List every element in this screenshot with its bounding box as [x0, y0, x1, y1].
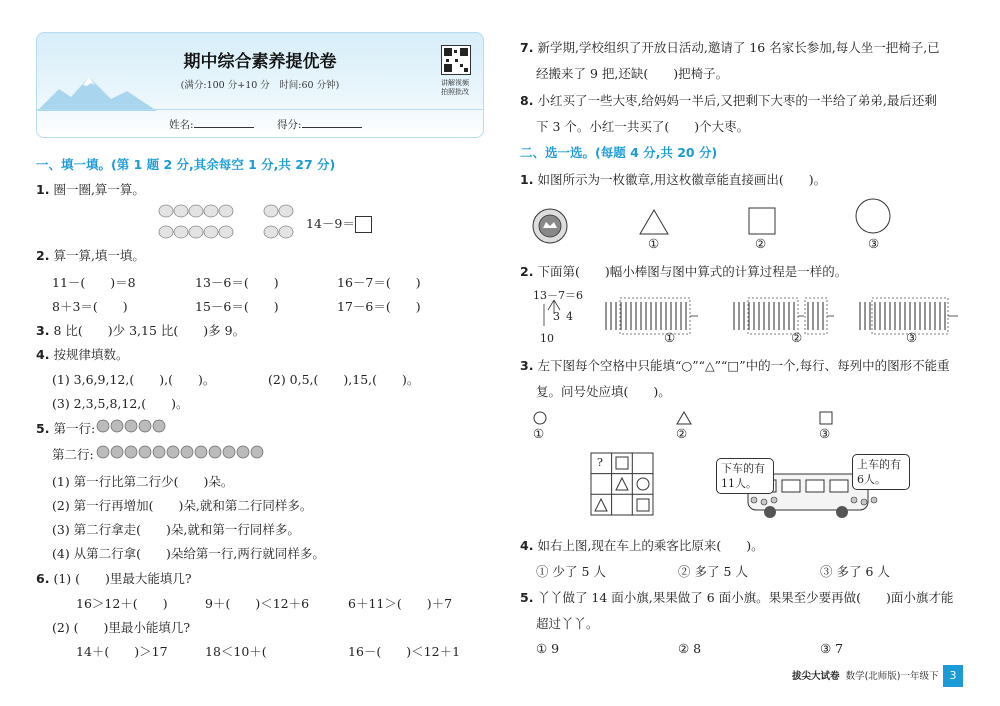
s2q5-opt-2[interactable]: ② 8	[678, 641, 702, 656]
s2-question-5	[520, 588, 953, 606]
q7-line-1: 新学期,学校组织了开放日活动,邀请了 16 名家长参加,每人坐一把椅子,已	[537, 40, 940, 55]
q6-number: 6.	[36, 571, 50, 586]
s2q1-opt-1[interactable]: ①	[648, 236, 660, 251]
q3-number: 3.	[36, 323, 50, 338]
split-diagram-lines	[540, 300, 580, 328]
s2q3-line-2: 复。问号处应填( )。	[536, 384, 671, 399]
qr-caption-1: 讲解视频	[441, 79, 469, 87]
q2-row2-c: 17－6＝( )	[337, 299, 421, 314]
s2-question-3	[520, 356, 950, 374]
q3-text: 8 比( )少 3,15 比( )多 9。	[53, 323, 246, 338]
q6-b-3: 16－( )＜12＋1	[348, 644, 461, 659]
flowers-row-1	[96, 418, 176, 434]
q8-number: 8.	[520, 93, 534, 108]
page-number: 3	[943, 665, 963, 687]
footer-brand: 拔尖大试卷	[792, 671, 840, 682]
s2q1-number: 1.	[520, 172, 534, 187]
section-2-heading: 二、选一选。(每题 4 分,共 20 分)	[520, 145, 718, 160]
s2q2-text: 下面第( )幅小棒图与图中算式的计算过程是一样的。	[537, 264, 848, 279]
q6-part-1: (1) ( )里最大能填几?	[53, 571, 192, 586]
s2q3-line-1: 左下图每个空格中只能填“○”“△”“□”中的一个,每行、每列中的图形不能重	[537, 358, 950, 373]
split-b: 4	[566, 310, 573, 323]
q4-part-1: (1) 3,6,9,12,( ),( )。	[52, 372, 216, 387]
q8-line-1: 小红买了一些大枣,给妈妈一半后,又把剩下大枣的一半给了弟弟,最后还剩	[537, 93, 937, 108]
name-blank[interactable]	[194, 117, 254, 128]
section-1-heading: 一、填一填。(第 1 题 2 分,其余每空 1 分,共 27 分)	[36, 157, 336, 172]
q7-line-2: 经搬来了 9 把,还缺( )把椅子。	[536, 66, 729, 81]
s2q3-option-shapes	[533, 410, 843, 426]
s2q4-opt-3[interactable]: ③ 多了 6 人	[820, 564, 890, 579]
s2q1-opt-3[interactable]: ③	[868, 236, 880, 251]
s2q2-opt-1[interactable]: ①	[664, 330, 676, 345]
s2-question-1	[520, 170, 826, 188]
s2q4-opt-1[interactable]: ① 少了 5 人	[536, 564, 606, 579]
q8-line-2: 下 3 个。小红一共买了( )个大枣。	[536, 119, 750, 134]
s2q2-number: 2.	[520, 264, 534, 279]
q2-row1-b: 13－6＝( )	[195, 275, 279, 290]
s2-question-2	[520, 262, 847, 280]
score-label: 得分:	[277, 119, 302, 131]
s2q3-opt-2[interactable]: ②	[676, 426, 688, 441]
s2q3-number: 3.	[520, 358, 534, 373]
page-footer	[792, 668, 938, 682]
score-field[interactable]	[277, 117, 362, 132]
q4-text: 按规律填数。	[53, 347, 129, 362]
question-3	[36, 321, 245, 339]
q5-part-1: (1) 第一行比第二行少( )朵。	[52, 474, 234, 489]
exam-header-card	[36, 32, 484, 138]
s2q5-opt-3[interactable]: ③ 7	[820, 641, 844, 656]
footer-subject: 数学(北师版)一年级下	[845, 671, 939, 682]
q4-number: 4.	[36, 347, 50, 362]
name-field[interactable]	[169, 117, 254, 132]
s2q1-opt-2[interactable]: ②	[755, 236, 767, 251]
s2q4-number: 4.	[520, 538, 534, 553]
q5-row1-label: 第一行:	[53, 421, 96, 436]
q6-b-2: 18＜10＋(	[205, 644, 292, 659]
question-7	[520, 38, 940, 56]
s2q3-opt-1[interactable]: ①	[533, 426, 545, 441]
q5-part-3: (3) 第二行拿走( )朵,就和第一行同样多。	[52, 522, 300, 537]
badge-and-shapes	[532, 196, 902, 252]
s2q4-text: 如右上图,现在车上的乘客比原来( )。	[537, 538, 764, 553]
bubble-left-line-2: 11人。	[721, 477, 757, 490]
q6-a-2: 9＋( )＜12＋6	[205, 596, 310, 611]
question-6	[36, 569, 192, 587]
split-a: 3	[553, 310, 560, 323]
bubble-right-text	[857, 457, 901, 487]
question-mark: ?	[597, 456, 603, 469]
s2q5-number: 5.	[520, 590, 534, 605]
bubble-left-line-1: 下车的有	[721, 462, 765, 475]
question-4	[36, 345, 128, 363]
bubble-right-line-2: 6人。	[857, 473, 886, 486]
question-5-row1	[36, 419, 95, 437]
flowers-row-2	[96, 444, 266, 460]
question-8	[520, 91, 937, 109]
answer-box[interactable]	[355, 216, 372, 233]
qr-code-icon[interactable]	[441, 45, 471, 75]
q2-row1-a: 11－( )＝8	[52, 275, 136, 290]
question-1	[36, 180, 145, 198]
s2q2-opt-3[interactable]: ③	[906, 330, 918, 345]
bubble-left-text	[721, 461, 765, 491]
s2q5-line-1: 丫丫做了 14 面小旗,果果做了 6 面小旗。果果至少要再做( )面小旗才能	[537, 590, 954, 605]
q1-expr-text: 14－9＝	[306, 216, 355, 231]
q1-number: 1.	[36, 182, 50, 197]
s2q2-equation: 13－7＝6	[533, 289, 583, 302]
q6-a-1: 16＞12＋( )	[76, 596, 168, 611]
q1-expression	[306, 214, 372, 233]
q2-row1-c: 16－7＝( )	[337, 275, 421, 290]
q2-row2-b: 15－6＝( )	[195, 299, 279, 314]
split-c: 10	[540, 332, 554, 345]
qr-caption-2: 拍照批改	[441, 88, 469, 96]
score-blank[interactable]	[302, 117, 362, 128]
s2q4-opt-2[interactable]: ② 多了 5 人	[678, 564, 748, 579]
q2-row2-a: 8＋3＝( )	[52, 299, 128, 314]
q4-part-3: (3) 2,3,5,8,12,( )。	[52, 396, 189, 411]
s2q2-opt-2[interactable]: ②	[791, 330, 803, 345]
q5-number: 5.	[36, 421, 50, 436]
q4-part-2: (2) 0,5,( ),15,( )。	[268, 372, 420, 387]
header-divider	[37, 109, 483, 110]
qr-caption	[435, 79, 475, 97]
question-2	[36, 246, 145, 264]
s2q5-opt-1[interactable]: ① 9	[536, 641, 560, 656]
s2-question-4	[520, 536, 764, 554]
exam-subtitle: (满分:100 分+10 分 时间:60 分钟)	[180, 80, 340, 91]
s2q1-text: 如图所示为一枚徽章,用这枚徽章能直接画出( )。	[537, 172, 827, 187]
q6-a-3: 6＋11＞( )＋7	[348, 596, 453, 611]
exam-title: 期中综合素养提优卷	[183, 52, 337, 72]
q5-row2-label: 第二行:	[52, 447, 94, 462]
pears-picture	[158, 203, 298, 243]
q6-b-1: 14＋( )＞17	[76, 644, 168, 659]
q2-text: 算一算,填一填。	[53, 248, 145, 263]
s2q3-opt-3[interactable]: ③	[819, 426, 831, 441]
q1-text: 圈一圈,算一算。	[53, 182, 145, 197]
bubble-right-line-1: 上车的有	[857, 458, 901, 471]
s2q5-line-2: 超过丫丫。	[536, 616, 599, 631]
q5-part-2: (2) 第一行再增加( )朵,就和第二行同样多。	[52, 498, 313, 513]
name-label: 姓名:	[169, 119, 194, 131]
q7-number: 7.	[520, 40, 534, 55]
q5-part-4: (4) 从第二行拿( )朵给第一行,两行就同样多。	[52, 546, 325, 561]
q2-number: 2.	[36, 248, 50, 263]
q6-part-2: (2) ( )里最小能填几?	[52, 620, 191, 635]
